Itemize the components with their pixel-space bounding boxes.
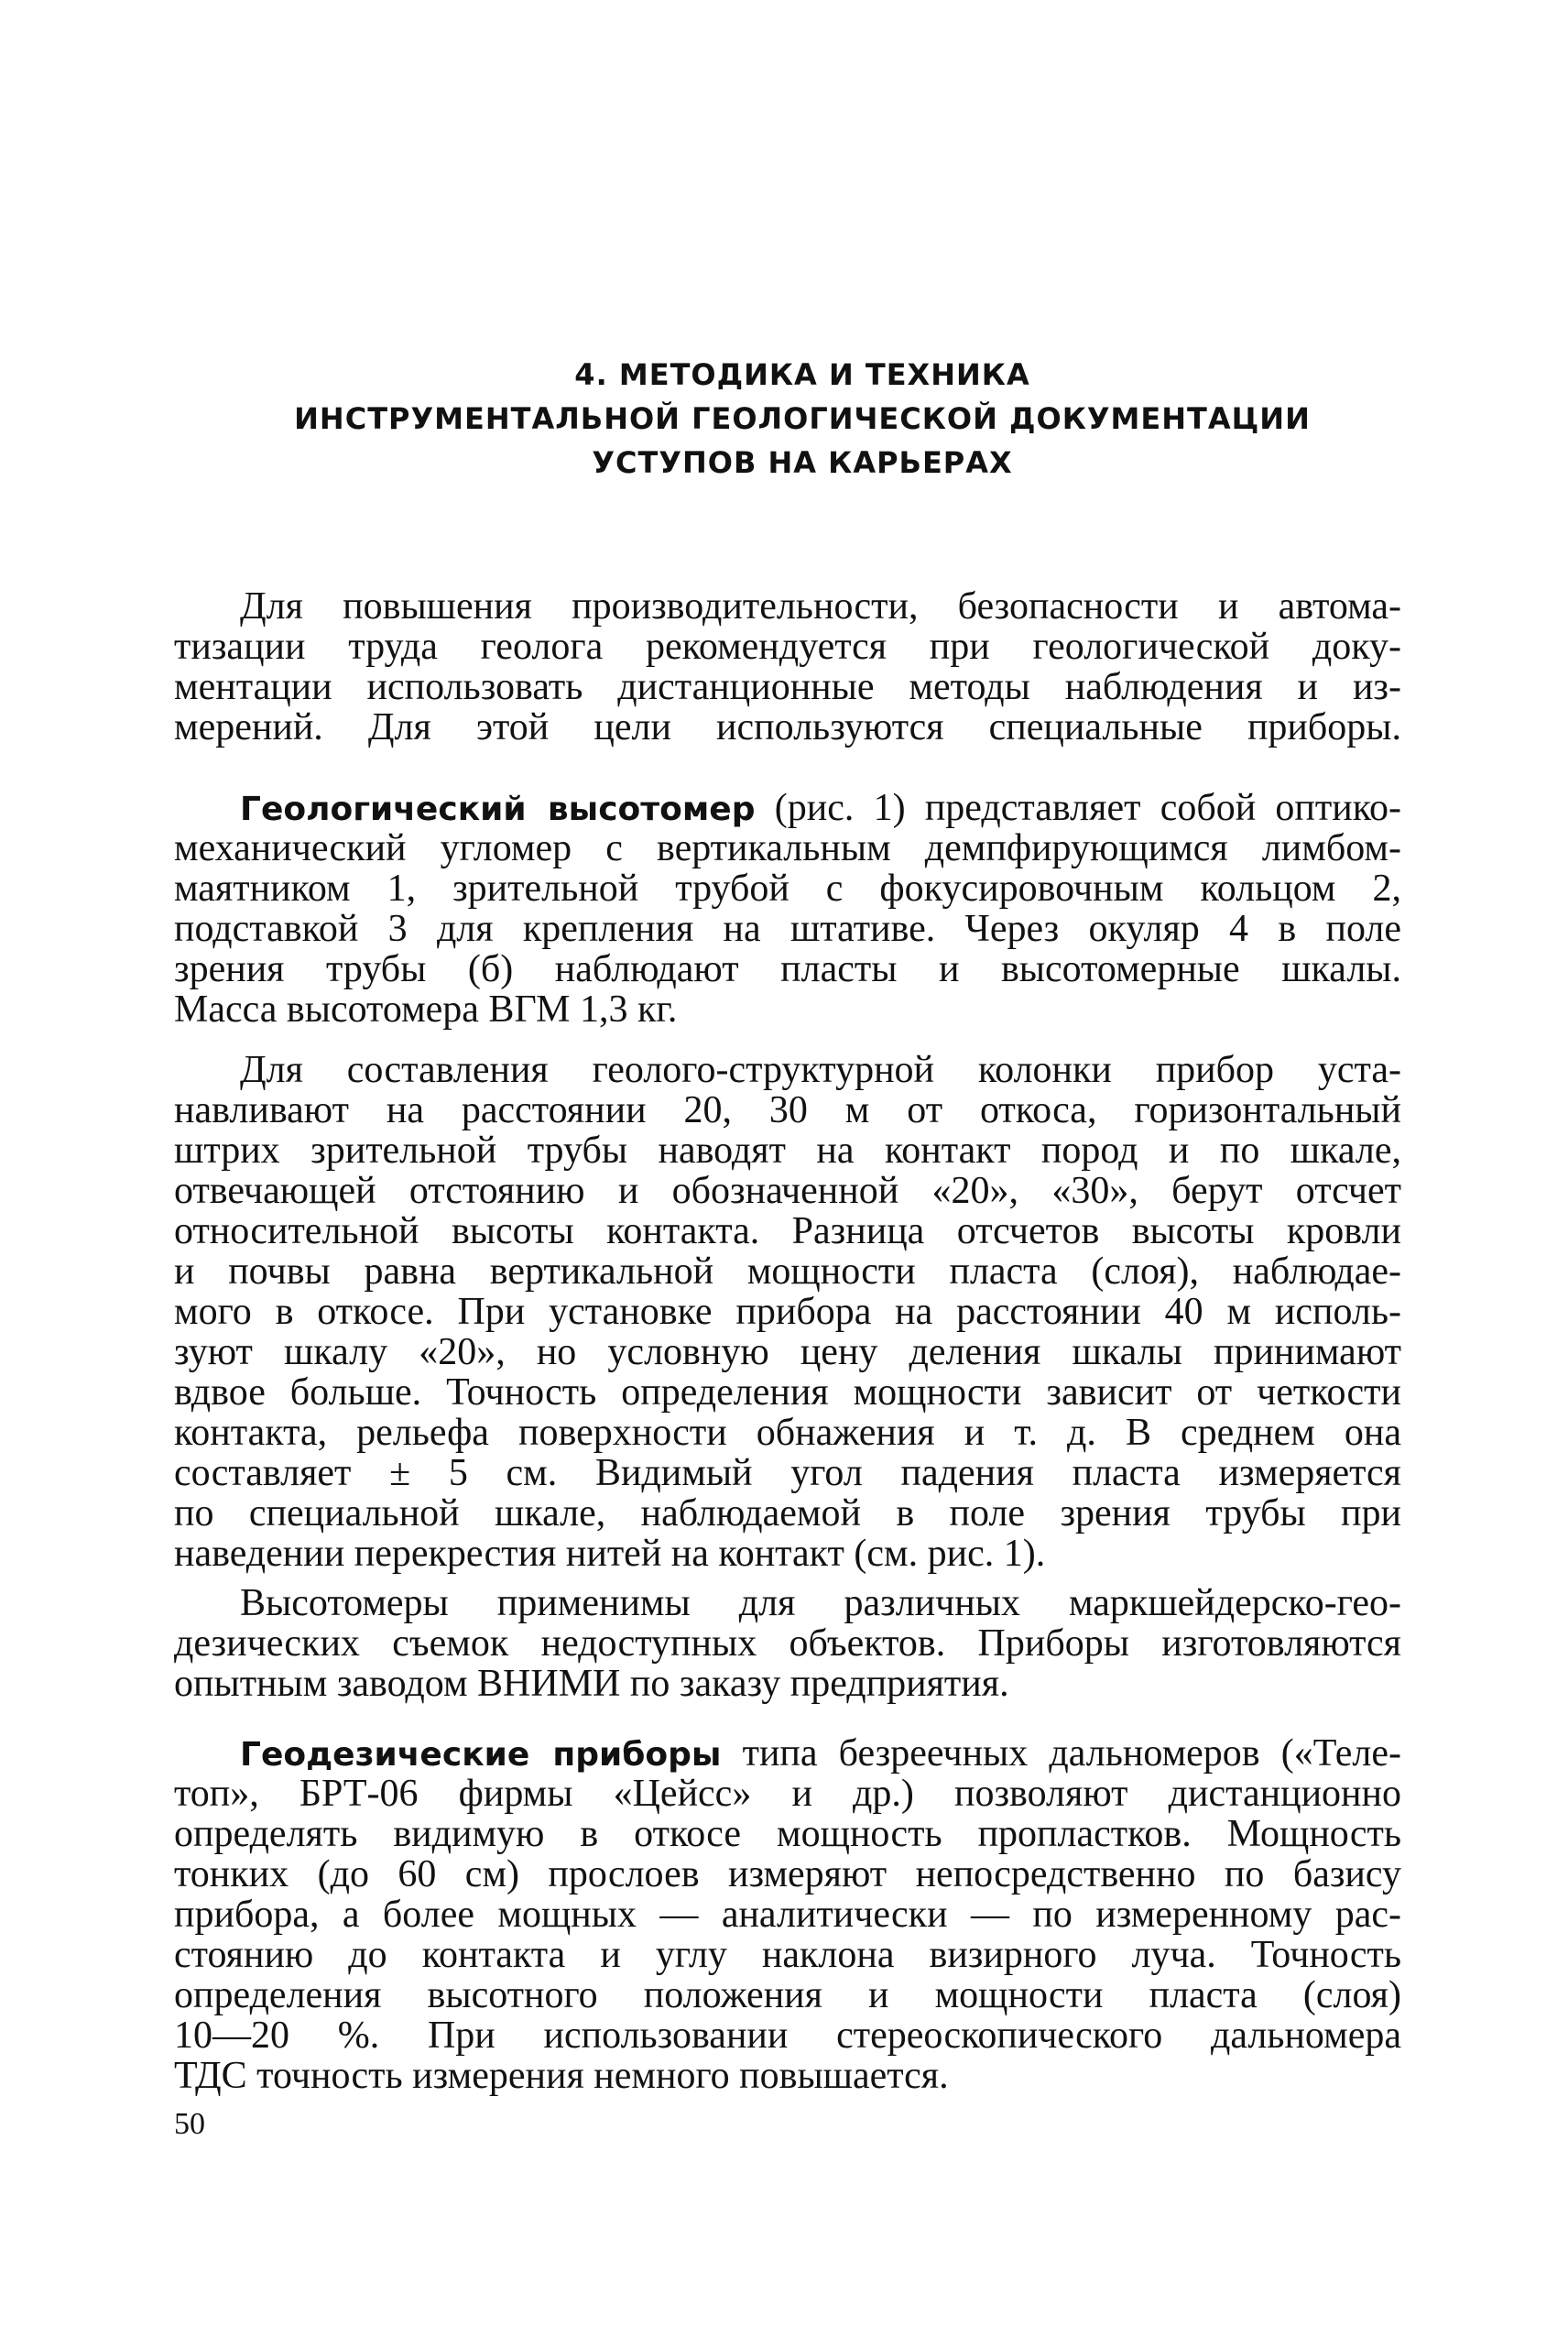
text-line: тонких (до 60 см) прослоев измеряют непосредственно по базису — [174, 1853, 1401, 1895]
text-line — [174, 788, 1401, 828]
text-line: ментации использовать дистанционные методы наблюдения и из- — [174, 666, 1401, 708]
text-line: составляет ± 5 см. Видимый угол падения пласта измеряется — [174, 1452, 1401, 1494]
text-line: механический угломер с вертикальным демпфирующимся лимбом- — [174, 827, 1401, 869]
text-line: 10—20 %. При использовании стереоскопического дальномера — [174, 2015, 1401, 2057]
text-line: подставкой 3 для крепления на штативе. Через окуляр 4 в поле — [174, 908, 1401, 950]
text-line: Для повышения производительности, безопасности и автома- — [240, 585, 1401, 628]
text-line: мого в откосе. При установке прибора на расстоянии 40 м исполь- — [174, 1291, 1401, 1333]
paragraph-applicability — [174, 1583, 1401, 1704]
text-line: прибора, а более мощных — аналитически — по измеренному рас- — [174, 1894, 1401, 1936]
heading-line-2: ИНСТРУМЕНТАЛЬНОЙ ГЕОЛОГИЧЕСКОЙ ДОКУМЕНТАЦИИ — [294, 401, 1311, 436]
paragraph-geodetic-instruments — [174, 1733, 1401, 2096]
text-line: контакта, рельефа поверхности обнажения и т. д. В среднем она — [174, 1412, 1401, 1454]
text-line — [174, 1733, 1401, 1774]
text-line: маятником 1, зрительной трубой с фокусировочным кольцом 2, — [174, 868, 1401, 910]
text-line: отвечающей отстоянию и обозначенной «20», «30», берут отсчет — [174, 1170, 1401, 1212]
section-heading — [201, 353, 1403, 485]
text-line: относительной высоты контакта. Разница отсчетов высоты кровли — [174, 1210, 1401, 1252]
text-line: дезических съемок недоступных объектов. Приборы изготовляются — [174, 1622, 1401, 1665]
text-line: опытным заводом ВНИМИ по заказу предприятия. — [174, 1663, 1009, 1705]
term-geodetic-instruments: Геодезические приборы — [240, 1736, 722, 1774]
text-line: стоянию до контакта и углу наклона визирного луча. Точность — [174, 1934, 1401, 1976]
text-line: зуют шкалу «20», но условную цену деления шкалы принимают — [174, 1331, 1401, 1373]
heading-line-1: 4. МЕТОДИКА И ТЕХНИКА — [574, 357, 1030, 392]
heading-line-3: УСТУПОВ НА КАРЬЕРАХ — [592, 445, 1013, 480]
text-line: определять видимую в откосе мощность пропластков. Мощность — [174, 1813, 1401, 1855]
text-fragment: типа безреечных дальномеров («Теле- — [721, 1732, 1402, 1775]
text-line: ТДС точность измерения немного повышается. — [174, 2055, 949, 2097]
paragraph-intro — [174, 586, 1401, 748]
text-fragment: (рис. 1) представляет собой оптико- — [755, 787, 1402, 829]
text-line: тизации труда геолога рекомендуется при геологической доку- — [174, 626, 1401, 668]
text-line: навливают на расстоянии 20, 30 м от откоса, горизонтальный — [174, 1089, 1401, 1131]
text-line: вдвое больше. Точность определения мощности зависит от четкости — [174, 1371, 1401, 1414]
text-line: по специальной шкале, наблюдаемой в поле зрения трубы при — [174, 1492, 1401, 1534]
text-line: зрения трубы (б) наблюдают пласты и высотомерные шкалы. — [174, 948, 1401, 990]
text-line: Высотомеры применимы для различных маркшейдерско-гео- — [240, 1582, 1401, 1624]
text-line: Для составления геолого-структурной колонки прибор уста- — [240, 1049, 1401, 1091]
text-line: топ», БРТ-06 фирмы «Цейсс» и др.) позволяют дистанционно — [174, 1773, 1401, 1815]
term-geological-altimeter: Геологический высотомер — [240, 791, 756, 828]
text-line: штрих зрительной трубы наводят на контакт пород и по шкале, — [174, 1130, 1401, 1172]
text-line: наведении перекрестия нитей на контакт (см. рис. 1). — [174, 1533, 1046, 1575]
text-line: мерений. Для этой цели используются специальные приборы. — [174, 706, 1401, 748]
paragraph-altimeter — [174, 788, 1401, 1030]
text-line: и почвы равна вертикальной мощности пласта (слоя), наблюдае- — [174, 1250, 1401, 1293]
text-line: определения высотного положения и мощности пласта (слоя) — [174, 1974, 1401, 2016]
page-number: 50 — [174, 2107, 205, 2141]
paragraph-column-procedure — [174, 1050, 1401, 1574]
text-line: Масса высотомера ВГМ 1,3 кг. — [174, 988, 678, 1031]
